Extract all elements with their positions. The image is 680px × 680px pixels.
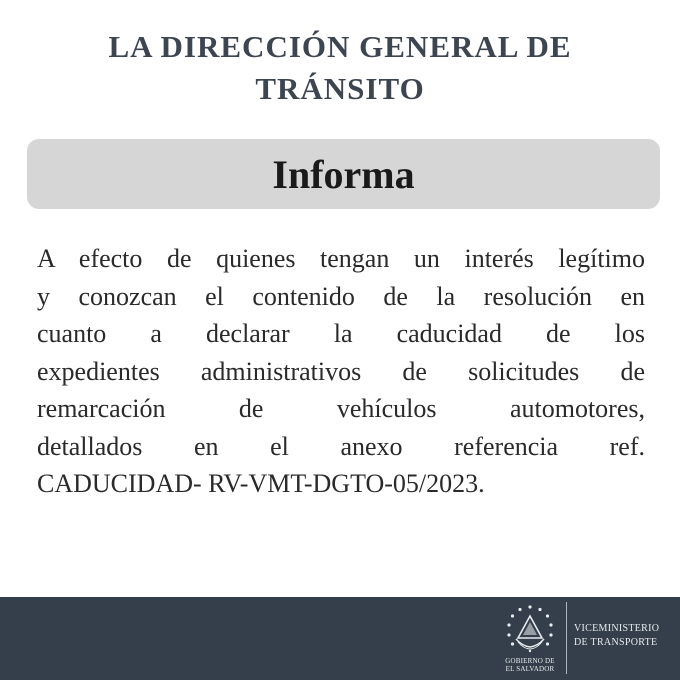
- body-line: A efecto de quienes tengan un interés legítimo: [37, 244, 645, 273]
- body-line: expedientes administrativos de solicitudes de: [37, 356, 645, 386]
- government-label: [497, 657, 563, 673]
- gov-line-2: EL SALVADOR: [505, 665, 555, 673]
- notice-body: [37, 240, 645, 503]
- gov-line-1: GOBIERNO DE: [505, 657, 555, 665]
- body-line: y conozcan el contenido de la resolución en: [37, 281, 645, 311]
- banner-label: Informa: [272, 151, 415, 197]
- title-line-2: TRÁNSITO: [255, 71, 425, 106]
- vice-line-1: VICEMINISTERIO: [574, 623, 660, 634]
- body-line: remarcación de vehículos automotores,: [37, 394, 645, 423]
- el-salvador-coat-of-arms-icon: [500, 601, 560, 661]
- footer-divider: [566, 602, 567, 674]
- body-line: detallados en el anexo referencia ref.: [37, 431, 645, 461]
- viceministry-label: [574, 622, 678, 650]
- page-title: [0, 26, 680, 110]
- informa-banner: [27, 139, 660, 209]
- title-line-1: LA DIRECCIÓN GENERAL DE: [108, 29, 572, 64]
- body-line: CADUCIDAD- RV-VMT-DGTO-05/2023.: [37, 469, 485, 498]
- body-line: cuanto a declarar la caducidad de los: [37, 319, 645, 348]
- vice-line-2: DE TRANSPORTE: [574, 637, 658, 648]
